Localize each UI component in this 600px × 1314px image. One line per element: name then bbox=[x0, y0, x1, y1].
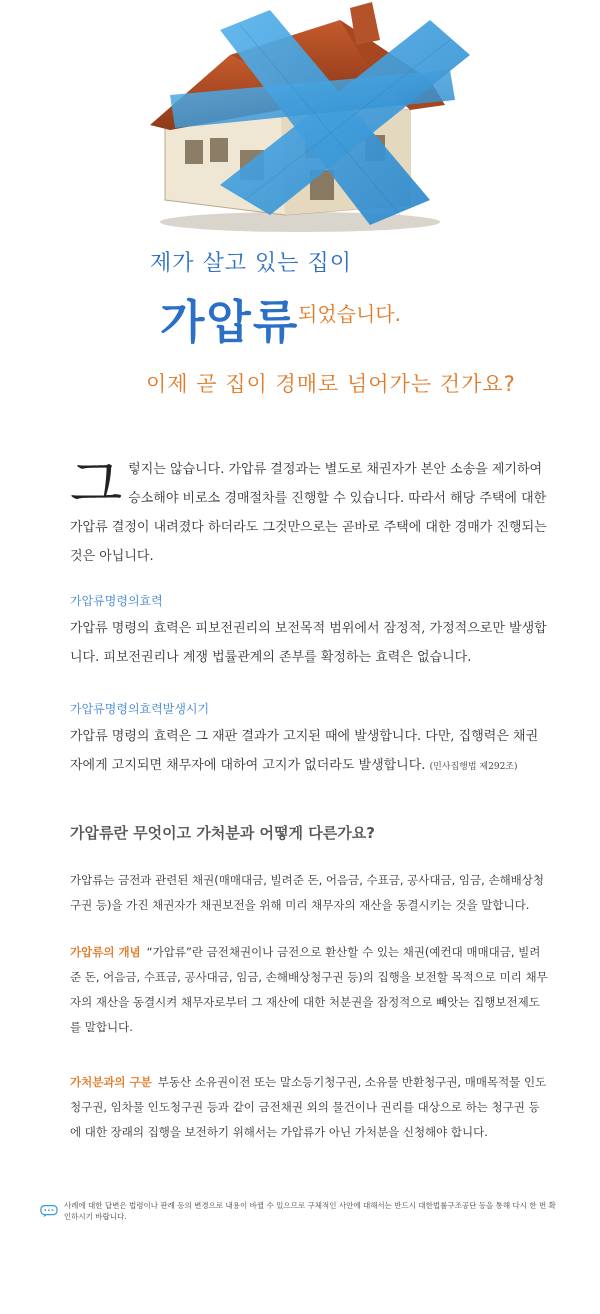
intro-text: 렇지는 않습니다. 가압류 결정과는 별도로 채권자가 본안 소송을 제기하여 승소해야 비로소 경매절차를 진행할 수 있습니다. 따라서 해당 주택에 대한 가압류 결정이 내려졌다 하더라도 그것만으로는 곧바로 주택에 대한 경매가 진행되는 것은 아닙니다. bbox=[70, 462, 547, 564]
difference-body: 부동산 소유권이전 또는 말소등기청구권, 소유물 반환청구권, 매매목적물 인도청구권, 임차물 인도청구권 등과 같이 금전채권 외의 물건이나 권리를 대상으로 하는 청구권 등에 대한 장래의 집행을 보전하기 위해서는 가압류가 아닌 가처분을 신청해야 합니다. bbox=[70, 1075, 547, 1139]
footer-note bbox=[40, 1200, 560, 1222]
difference-paragraph bbox=[70, 1070, 550, 1145]
headline-question: 이제 곧 집이 경매로 넘어가는 건가요? bbox=[146, 372, 516, 396]
question-title: 가압류란 무엇이고 가처분과 어떻게 다른가요? bbox=[70, 824, 375, 842]
timing-title: 가압류명령의효력발생시기 bbox=[70, 702, 210, 716]
house-taped-illustration bbox=[110, 0, 490, 235]
effect-title: 가압류명령의효력 bbox=[70, 594, 163, 608]
timing-body bbox=[70, 722, 550, 782]
definition-paragraph: 가압류는 금전과 관련된 채권(매매대금, 빌려준 돈, 어음금, 수표금, 공사대금, 임금, 손해배상청구권 등)을 가진 채권자가 채권보전을 위해 미리 채무자의 재산을 동결시키는 것을 말합니다. bbox=[70, 873, 545, 912]
timing-note: (민사집행법 제292조) bbox=[429, 762, 518, 772]
headline-keyword: 가압류 bbox=[160, 295, 300, 349]
concept-paragraph bbox=[70, 940, 550, 1040]
chat-bubble-icon bbox=[40, 1204, 58, 1218]
concept-body: “가압류”란 금전채권이나 금전으로 환산할 수 있는 채권(예컨대 매매대금, 빌려준 돈, 어음금, 수표금, 공사대금, 임금, 손해배상청구권 등)의 집행을 보전할 목적으로 미리 채무자의 재산을 동결시켜 채무자로부터 그 재산에 대한 처분권을 잠정적으로 빼앗는 집행보전제도를 말합니다. bbox=[70, 945, 548, 1034]
concept-label: 가압류의 개념 bbox=[70, 945, 141, 959]
difference-label: 가처분과의 구분 bbox=[70, 1075, 152, 1089]
headline-line2-suffix: 되었습니다. bbox=[298, 302, 401, 326]
timing-text: 가압류 명령의 효력은 그 재판 결과가 고지된 때에 발생합니다. 다만, 집행력은 채권자에게 고지되면 채무자에 대하여 고지가 없더라도 발생합니다. bbox=[70, 729, 539, 773]
effect-body: 가압류 명령의 효력은 피보전권리의 보전목적 범위에서 잠정적, 가정적으로만 발생합니다. 피보전권리나 계쟁 법률관계의 존부를 확정하는 효력은 없습니다. bbox=[70, 621, 547, 665]
footer-text: 사례에 대한 답변은 법령이나 판례 등의 변경으로 내용이 바뀔 수 있으므로 구체적인 사안에 대해서는 반드시 대한법률구조공단 등을 통해 다시 한 번 확인하시기 바랍니다. bbox=[63, 1201, 556, 1221]
intro-answer bbox=[70, 455, 550, 571]
dropcap: 그 bbox=[70, 453, 123, 516]
headline-line1: 제가 살고 있는 집이 bbox=[150, 251, 352, 276]
